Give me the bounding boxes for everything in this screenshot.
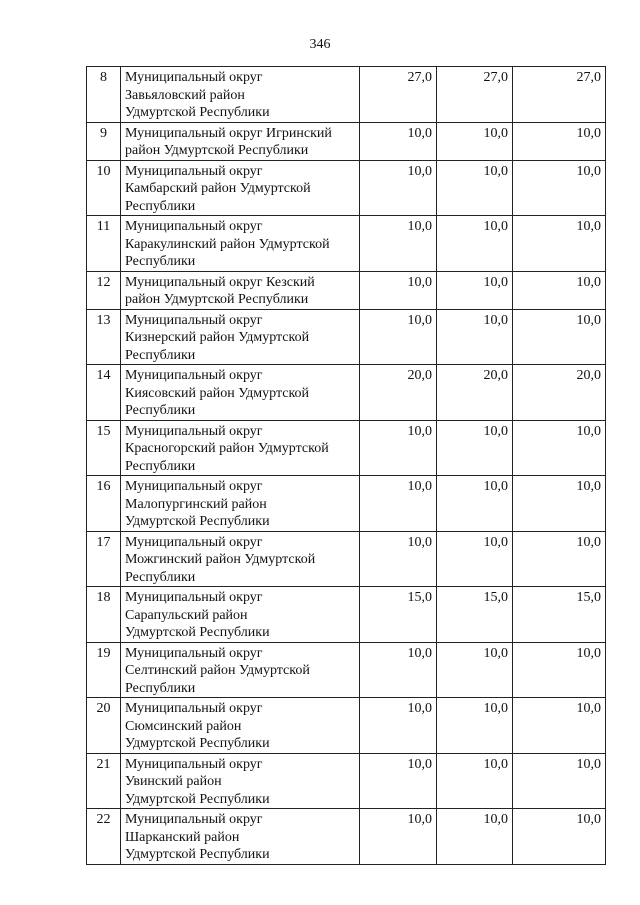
value-cell-2: 10,0 [437,809,513,865]
municipality-name-cell [121,420,360,476]
municipality-name-cell [121,642,360,698]
table-row [87,476,606,532]
municipality-name-line: район Удмуртской Республики [125,292,309,307]
table-row [87,531,606,587]
municipality-name-line: Республики [125,680,196,696]
municipality-name-cell [121,67,360,123]
municipality-name-line: Муниципальный округ [125,368,263,383]
municipality-name-line: Удмуртской Республики [125,847,270,862]
value-cell-3: 27,0 [513,67,606,123]
municipality-name-cell [121,271,360,309]
municipality-name-cell [121,698,360,754]
row-number-cell: 14 [87,365,121,421]
municipality-name-line: Республики [125,198,196,214]
value-cell-2: 10,0 [437,309,513,365]
value-cell-1: 10,0 [360,753,437,809]
municipality-name-line: Увинский район [125,774,222,789]
value-cell-3: 10,0 [513,809,606,865]
table-row [87,809,606,865]
page-number: 346 [309,37,331,52]
table-row [87,122,606,160]
table-row [87,698,606,754]
value-cell-1: 27,0 [360,67,437,123]
municipality-name-line: Удмуртской Республики [125,736,270,751]
municipality-name-cell [121,809,360,865]
value-cell-3: 10,0 [513,309,606,365]
value-cell-3: 10,0 [513,216,606,272]
row-number-cell: 8 [87,67,121,123]
value-cell-3: 10,0 [513,420,606,476]
value-cell-1: 10,0 [360,160,437,216]
row-number-cell: 13 [87,309,121,365]
municipality-name-cell [121,587,360,643]
municipality-name-line: Муниципальный округ [125,479,263,494]
municipality-name-line: Удмуртской Республики [125,791,270,807]
municipality-name-line: Муниципальный округ [125,423,263,439]
value-cell-3: 10,0 [513,476,606,532]
value-cell-3: 10,0 [513,122,606,160]
municipality-name-cell [121,160,360,216]
municipality-name-line: Малопургинский район [125,496,267,512]
municipality-name-line: Удмуртской Республики [125,105,270,120]
value-cell-1: 10,0 [360,216,437,272]
value-cell-1: 10,0 [360,809,437,865]
table-row [87,216,606,272]
municipality-name-line: Селтинский район Удмуртской [125,663,310,678]
value-cell-1: 10,0 [360,271,437,309]
value-cell-2: 15,0 [437,587,513,643]
municipality-name-line: Сюмсинский район [125,718,242,734]
municipality-name-line: Муниципальный округ [125,70,263,85]
row-number-cell: 20 [87,698,121,754]
municipality-name-line: Можгинский район Удмуртской [125,552,316,567]
municipality-name-cell [121,476,360,532]
value-cell-2: 10,0 [437,271,513,309]
municipality-name-line: Красногорский район Удмуртской [125,441,329,456]
municipality-name-line: Республики [125,254,196,269]
municipality-name-cell [121,122,360,160]
municipality-name-cell [121,216,360,272]
table-row [87,753,606,809]
municipality-name-line: Республики [125,403,196,418]
table-row [87,309,606,365]
row-number-cell: 21 [87,753,121,809]
municipality-name-line: Муниципальный округ [125,534,263,550]
municipality-name-cell [121,753,360,809]
value-cell-2: 10,0 [437,420,513,476]
value-cell-1: 10,0 [360,122,437,160]
value-cell-3: 10,0 [513,753,606,809]
municipality-name-line: Муниципальный округ [125,590,263,605]
value-cell-1: 10,0 [360,420,437,476]
value-cell-1: 10,0 [360,642,437,698]
municipality-name-line: Республики [125,347,196,363]
municipality-name-line: Удмуртской Республики [125,514,270,529]
row-number-cell: 22 [87,809,121,865]
municipality-name-line: Шарканский район [125,829,240,845]
value-cell-3: 10,0 [513,642,606,698]
table-row [87,642,606,698]
value-cell-2: 10,0 [437,753,513,809]
value-cell-2: 10,0 [437,531,513,587]
municipality-name-line: Сарапульский район [125,607,248,623]
municipality-name-line: Муниципальный округ [125,219,263,234]
municipality-name-line: Муниципальный округ [125,701,263,716]
municipality-name-line: Кизнерский район Удмуртской [125,330,310,345]
municipality-name-cell [121,309,360,365]
municipality-name-line: Муниципальный округ [125,312,263,328]
value-cell-2: 10,0 [437,476,513,532]
municipality-name-line: Муниципальный округ [125,645,263,661]
table-row [87,67,606,123]
row-number-cell: 18 [87,587,121,643]
value-cell-3: 15,0 [513,587,606,643]
value-cell-2: 10,0 [437,642,513,698]
value-cell-1: 20,0 [360,365,437,421]
value-cell-2: 27,0 [437,67,513,123]
municipality-name-line: Республики [125,569,196,585]
row-number-cell: 12 [87,271,121,309]
table-row [87,420,606,476]
table-row [87,160,606,216]
municipality-name-cell [121,531,360,587]
value-cell-2: 10,0 [437,698,513,754]
municipality-name-line: Муниципальный округ [125,756,263,772]
municipality-name-line: Киясовский район Удмуртской [125,385,310,401]
value-cell-3: 10,0 [513,271,606,309]
municipality-name-line: Муниципальный округ Кезский [125,274,315,290]
municipality-name-line: район Удмуртской Республики [125,143,309,158]
municipality-name-cell [121,365,360,421]
value-cell-1: 15,0 [360,587,437,643]
row-number-cell: 9 [87,122,121,160]
value-cell-3: 10,0 [513,160,606,216]
table-row [87,365,606,421]
table-row [87,587,606,643]
value-cell-3: 10,0 [513,698,606,754]
row-number-cell: 19 [87,642,121,698]
value-cell-2: 20,0 [437,365,513,421]
value-cell-2: 10,0 [437,216,513,272]
table-row [87,271,606,309]
value-cell-1: 10,0 [360,698,437,754]
row-number-cell: 10 [87,160,121,216]
row-number-cell: 16 [87,476,121,532]
municipality-name-line: Муниципальный округ Игринский [125,125,332,141]
budget-table [86,66,606,865]
municipality-name-line: Муниципальный округ [125,163,263,179]
value-cell-1: 10,0 [360,531,437,587]
municipality-name-line: Республики [125,458,196,474]
value-cell-1: 10,0 [360,476,437,532]
municipality-name-line: Каракулинский район Удмуртской [125,236,330,252]
row-number-cell: 17 [87,531,121,587]
row-number-cell: 15 [87,420,121,476]
row-number-cell: 11 [87,216,121,272]
value-cell-2: 10,0 [437,122,513,160]
municipality-name-line: Удмуртской Республики [125,625,270,640]
municipality-name-line: Муниципальный округ [125,812,263,827]
value-cell-3: 10,0 [513,531,606,587]
municipality-name-line: Завьяловский район [125,87,245,103]
value-cell-1: 10,0 [360,309,437,365]
value-cell-2: 10,0 [437,160,513,216]
table-body [87,67,606,865]
value-cell-3: 20,0 [513,365,606,421]
municipality-name-line: Камбарский район Удмуртской [125,181,311,196]
